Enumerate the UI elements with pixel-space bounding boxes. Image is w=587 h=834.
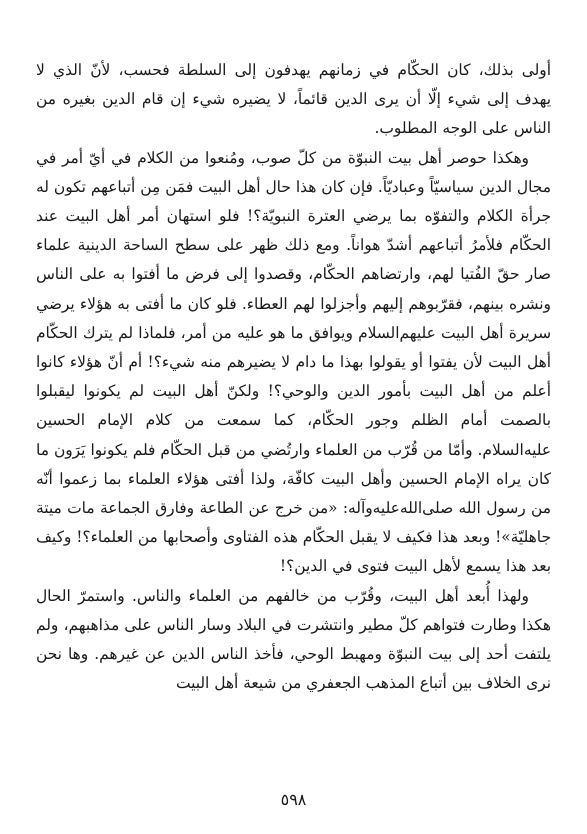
page-number: ٥٩٨ (280, 790, 307, 809)
paragraph-3: ولهذا أُبعد أهل البيت، وقُرّب من خالفهم من العلماء والناس. واستمرّ الحال هكذا وطارت فتواهم كلّ مطير وانتشرت في البلاد وسار الناس على مذاهبهم، ولم يلتفت أحد إلى بيت النبوّة ومهبط الوحي، فأخذ الناس الدين عن غيرهم. وها نحن نرى الخلاف بين أتباع المذهب الجعفري من شيعة أهل البيت (36, 586, 551, 693)
paragraph-2: وهكذا حوصر أهل بيت النبوّة من كلّ صوب، ومُنعوا من الكلام في أيّ أمر في مجال الدين سياسيّاً وعباديّاً. فإن كان هذا حال أهل البيت فمَن مِن أتباعهم تكون له جرأة الكلام والتفوّه بما يرضي العترة النبويّة؟! فلو استهان أمر أهل البيت عند الحكّام فلأمرُ أتباعهم أشدّ هواناً. ومع ذلك ظهر على سطح الساحة الدينية علماء صار حقّ الفُتيا لهم، وارتضاهم الحكّام، وقصدوا إلى فرض ما أفتوا به على الناس ونشره بينهم، فقرّبوهم إليهم وأجزلوا لهم العطاء. فلو كان ما أفتى به هؤلاء يرضي سريرة أهل البيت عليهم‌السلام ويوافق ما هو عليه من أمر، فلماذا لم يترك الحكّام أهل البيت لأن يفتوا أو يقولوا بهذا ما دام لا يضيرهم منه شيء؟! أم أنّ هؤلاء كانوا أعلم من أهل البيت بأمور الدين والوحي؟! ولكنّ أهل البيت لم يكونوا ليقبلوا بالصمت أمام الظلم وجور الحكّام، كما سمعت من كلام الإمام الحسين عليه‌السلام. وأمّا من قُرّب من العلماء وارتُضي من قبل الحكّام فلم يكونوا يَرَون ما كان يراه الإمام الحسين وأهل البيت كافّة، ولذا أفتى هؤلاء العلماء بما زعموا أنّه من رسول الله صلى‌الله‌عليه‌وآله: «من خرج عن الطاعة وفارق الجماعة مات ميتة جاهليّة»! وبعد هذا فكيف لا يقبل الحكّام هذه الفتاوى وأصحابها من العلماء؟! وكيف بعد هذا يسمع لأهل البيت فتوى في الدين؟! (36, 148, 551, 576)
page-body (36, 56, 551, 698)
paragraph-1: أولى بذلك، كان الحكّام في زمانهم يهدفون إلى السلطة فحسب، لأنّ الذي لا يهدف إلى شيء إلّا أن يرى الدين قائماً، لا يضيره شيء إن قام الدين بغيره من الناس على الوجه المطلوب. (36, 61, 551, 138)
